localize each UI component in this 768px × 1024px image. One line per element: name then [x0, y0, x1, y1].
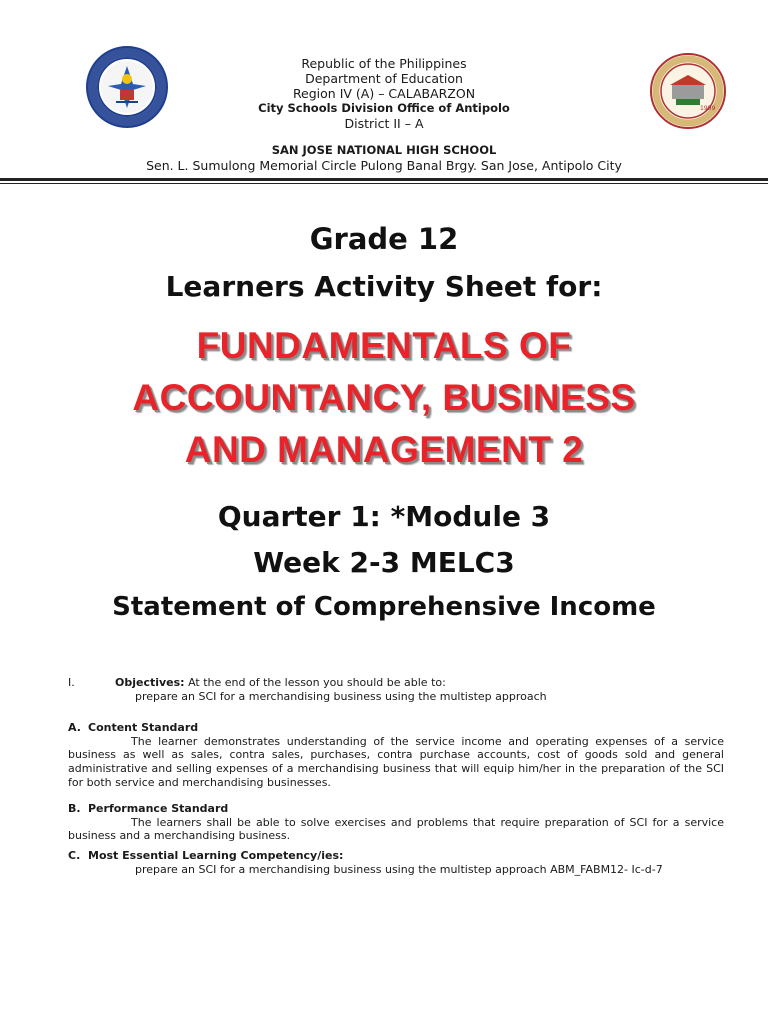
melc-label: Most Essential Learning Competency/ies: — [88, 848, 344, 862]
header-republic: Republic of the Philippines — [301, 56, 467, 71]
content-standard-label: Content Standard — [88, 721, 199, 735]
performance-standard-label: Performance Standard — [88, 802, 229, 816]
activity-sheet-title: Learners Activity Sheet for: — [165, 270, 603, 303]
content-standard-text: The learner demonstrates understanding of the service income and operating expenses of a service business as well as sales, contra sales, purchases, contra purchase accounts, cost of goods sold and general administrative and selling expenses of a merchandising business that will equip him/her in the preparation of the SCI for both service and merchandising businesses. — [68, 734, 724, 789]
content-standard-marker: A. — [68, 721, 81, 735]
grade-title: Grade 12 — [309, 222, 459, 256]
header-district: District II – A — [344, 116, 424, 131]
melc-marker: C. — [68, 848, 81, 862]
objectives-item: prepare an SCI for a merchandising business using the multistep approach — [135, 689, 547, 703]
subject-title-line-3: AND MANAGEMENT 2 — [184, 429, 584, 470]
objectives-intro: At the end of the lesson you should be able to: — [184, 676, 446, 689]
objectives-label: Objectives: — [115, 676, 185, 689]
topic-title: Statement of Comprehensive Income — [112, 592, 656, 622]
header-division: City Schools Division Office of Antipolo — [258, 101, 510, 115]
subject-title-line-1: FUNDAMENTALS OF — [196, 325, 572, 366]
performance-standard-text: The learners shall be able to solve exercises and problems that require preparation of SCI for a service business and a merchandising business. — [68, 815, 724, 843]
header-rule-thick — [0, 178, 768, 181]
objectives-marker: I. — [68, 676, 75, 689]
performance-standard-section — [68, 802, 724, 843]
week-melc-title: Week 2-3 MELC3 — [253, 546, 515, 579]
melc-section — [68, 849, 724, 876]
seal-year: 1999 — [700, 105, 716, 112]
melc-text: prepare an SCI for a merchandising business using the multistep approach ABM_FABM12- Ic-d-7 — [135, 862, 663, 876]
performance-standard-marker: B. — [68, 802, 81, 816]
header-department: Department of Education — [305, 71, 463, 86]
header-rule-thin — [0, 183, 768, 184]
school-address: Sen. L. Sumulong Memorial Circle Pulong Banal Brgy. San Jose, Antipolo City — [146, 158, 622, 173]
school-name: SAN JOSE NATIONAL HIGH SCHOOL — [271, 143, 497, 157]
document-body — [68, 676, 724, 876]
objectives-section — [68, 676, 724, 703]
content-standard-section — [68, 721, 724, 789]
header-region: Region IV (A) – CALABARZON — [292, 86, 476, 101]
subject-title-line-2: ACCOUNTANCY, BUSINESS — [132, 377, 636, 418]
quarter-module-title: Quarter 1: *Module 3 — [217, 500, 551, 533]
